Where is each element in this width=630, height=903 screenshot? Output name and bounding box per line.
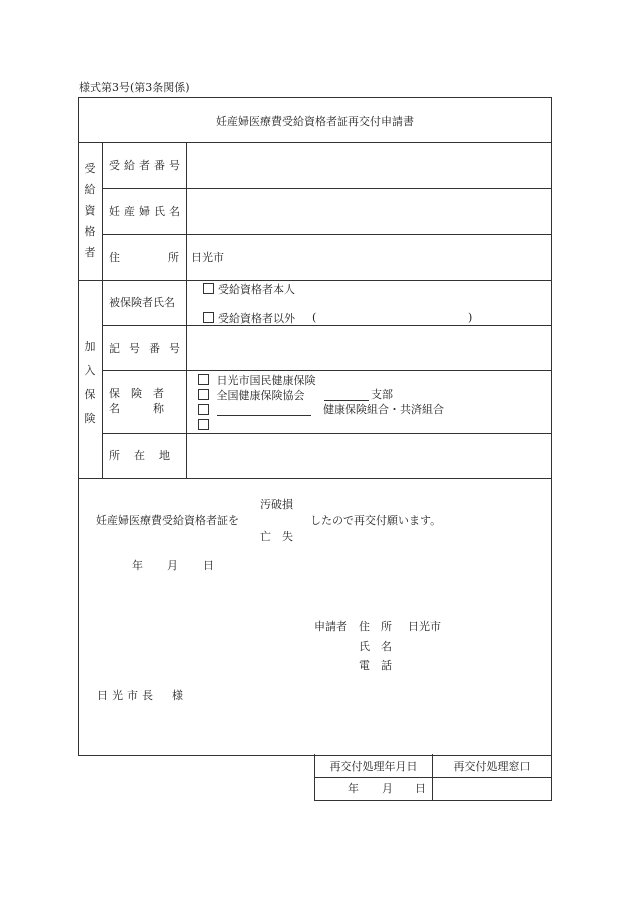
date-year: 年 xyxy=(132,559,143,572)
date-day: 日 xyxy=(203,559,214,572)
checkbox[interactable] xyxy=(198,404,209,415)
checkbox[interactable] xyxy=(198,389,209,400)
recipient-number-field[interactable] xyxy=(187,143,550,188)
insurer-option-3[interactable] xyxy=(198,404,213,416)
request-text-before: 妊産婦医療費受給資格者証を xyxy=(96,514,239,527)
office-year: 年 xyxy=(348,782,359,795)
applicant-address-label: 住 所 xyxy=(359,620,392,633)
checkbox[interactable] xyxy=(203,312,214,323)
applicant-address-value[interactable]: 日光市 xyxy=(408,620,441,633)
divider xyxy=(102,234,551,235)
insurer-label-1: 保 険 者 xyxy=(109,387,164,400)
divider xyxy=(102,370,551,371)
office-date-header: 再交付処理年月日 xyxy=(329,760,418,773)
checkbox[interactable] xyxy=(203,283,214,294)
office-month: 月 xyxy=(382,782,393,795)
insurer-option-3-label: 健康保険組合・共済組合 xyxy=(323,403,444,416)
location-label: 所在地 xyxy=(109,449,184,462)
request-text-after: したので再交付願います。 xyxy=(310,514,442,527)
option-self[interactable]: 受給資格者本人 xyxy=(203,283,295,295)
checkbox[interactable] xyxy=(198,374,209,385)
office-window-header: 再交付処理窓口 xyxy=(453,760,531,773)
vertical-heading-char: 加 xyxy=(84,340,96,353)
symbol-number-field[interactable] xyxy=(187,326,550,370)
open-paren: ( xyxy=(312,311,317,324)
address-value[interactable]: 日光市 xyxy=(191,251,224,264)
insurer-option-2[interactable]: 全国健康保険協会 xyxy=(198,389,305,401)
insurer-option-4[interactable] xyxy=(198,419,213,431)
insured-name-label: 被保険者氏名 xyxy=(109,296,175,309)
applicant-phone-label: 電 話 xyxy=(359,659,392,672)
office-day: 日 xyxy=(415,782,426,795)
applicant-label: 申請者 xyxy=(314,620,347,633)
reason-damaged[interactable]: 汚破損 xyxy=(260,498,293,511)
form-title: 妊産婦医療費受給資格者証再交付申請書 xyxy=(216,115,414,128)
applicant-name-label: 氏 名 xyxy=(359,640,392,653)
divider xyxy=(102,142,103,478)
reason-lost[interactable]: 亡 失 xyxy=(260,530,293,543)
office-window-field[interactable] xyxy=(433,778,550,800)
symbol-number-label: 記号番号 xyxy=(109,342,189,355)
date-month: 月 xyxy=(167,559,178,572)
insurer-label-2: 名 称 xyxy=(109,402,164,415)
address-label-1: 住 xyxy=(109,251,120,264)
checkbox[interactable] xyxy=(198,419,209,430)
location-field[interactable] xyxy=(187,434,550,478)
vertical-heading-char: 険 xyxy=(84,412,96,425)
branch-blank xyxy=(324,400,369,401)
branch-suffix: 支部 xyxy=(371,388,393,401)
vertical-heading-char: 給 xyxy=(84,183,96,196)
recipient-name-label: 妊産婦氏名 xyxy=(109,205,184,218)
address-label-2: 所 xyxy=(168,251,179,264)
vertical-heading-char: 入 xyxy=(84,364,96,377)
vertical-heading-char: 保 xyxy=(84,388,96,401)
option-other[interactable]: 受給資格者以外 xyxy=(203,312,295,324)
close-paren: ) xyxy=(468,311,473,324)
addressee: 日光市長 様 xyxy=(97,689,187,702)
divider xyxy=(78,280,551,281)
recipient-number-label: 受給者番号 xyxy=(109,159,184,172)
insurer-option-1[interactable]: 日光市国民健康保険 xyxy=(198,374,316,386)
form-number: 様式第3号(第3条関係) xyxy=(79,81,190,94)
vertical-heading-char: 者 xyxy=(84,246,96,259)
divider xyxy=(78,478,551,479)
vertical-heading-char: 受 xyxy=(84,162,96,175)
union-blank xyxy=(217,415,311,416)
vertical-heading-char: 格 xyxy=(84,225,96,238)
vertical-heading-char: 資 xyxy=(84,204,96,217)
recipient-name-field[interactable] xyxy=(187,189,550,234)
